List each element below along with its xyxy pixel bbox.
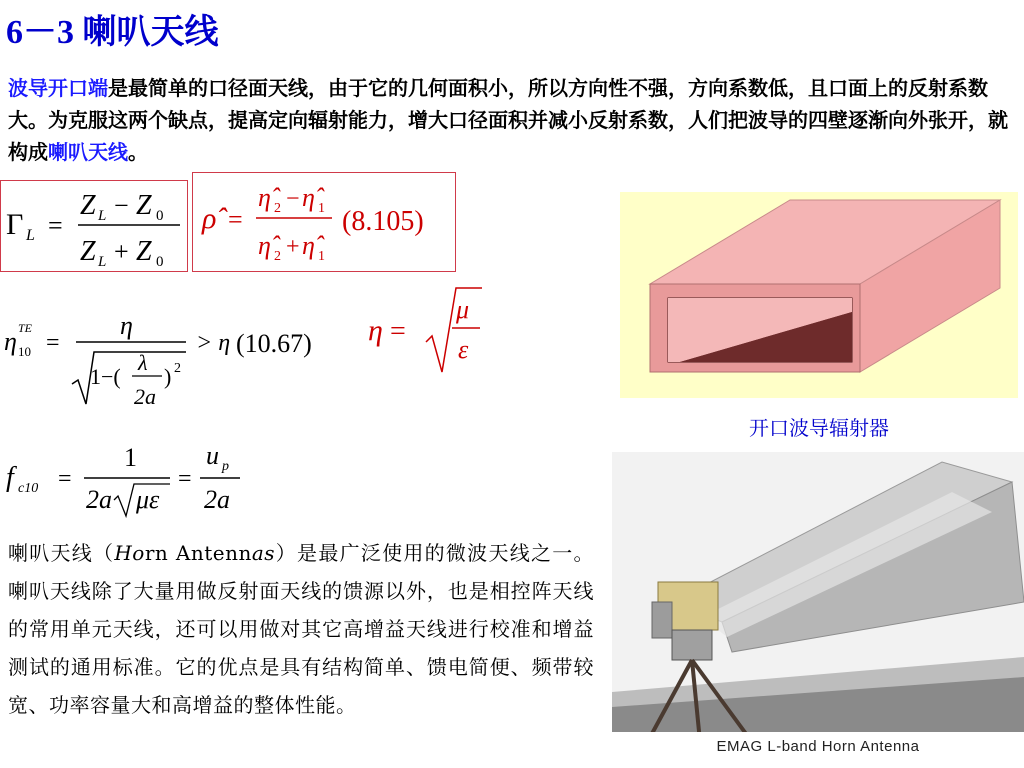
- equation-number-1067: (10.67): [236, 329, 312, 358]
- intro-tail: 。: [128, 140, 148, 164]
- horn-photo-caption: EMAG L-band Horn Antenna: [716, 738, 920, 755]
- svg-text:η: η: [4, 327, 17, 356]
- svg-text:0: 0: [156, 208, 164, 224]
- intro-highlight-horn: 喇叭天线: [48, 140, 128, 164]
- svg-text:10: 10: [18, 344, 31, 359]
- gamma-symbol: Γ: [6, 208, 24, 241]
- svg-text:u: u: [206, 441, 219, 470]
- cutoff-frequency-formula: [0, 436, 260, 526]
- svg-text:2: 2: [274, 249, 281, 264]
- svg-text:=: =: [178, 466, 192, 492]
- svg-text:η: η: [120, 311, 133, 340]
- svg-text:): ): [164, 364, 172, 389]
- waveguide-illustration: [620, 192, 1018, 398]
- svg-text:η: η: [368, 314, 383, 347]
- intro-paragraph: [8, 72, 1020, 168]
- svg-text:ρ̂: ρ̂: [202, 202, 217, 235]
- svg-text:μ: μ: [456, 295, 470, 324]
- reflection-coefficient-formula: [0, 180, 188, 272]
- svg-text:1: 1: [318, 201, 325, 216]
- horn-antenna-photo: [612, 452, 1024, 768]
- svg-text:ε: ε: [458, 335, 469, 364]
- svg-text:Z: Z: [136, 190, 152, 221]
- svg-text:1: 1: [124, 443, 137, 472]
- svg-text:L: L: [98, 208, 107, 224]
- intro-text: 是最简单的口径面天线，由于它的几何面积小，所以方向性不强，方向系数低，且口面上的反射系数大。为克服这两个缺点，提高定向辐射能力，增大口径面积并减小反射系数，人们把波导的四壁逐渐向外张开，就构成: [8, 76, 1008, 164]
- svg-text:c10: c10: [18, 481, 39, 496]
- svg-text:2a: 2a: [134, 384, 156, 409]
- svg-text:TE: TE: [18, 321, 33, 335]
- rho-formula: [192, 172, 456, 272]
- svg-text:1: 1: [318, 249, 325, 264]
- svg-text:με: με: [136, 485, 160, 514]
- svg-text:f: f: [6, 462, 14, 493]
- eta-te10-formula: [0, 300, 330, 416]
- svg-text:η̂: η̂: [302, 183, 315, 212]
- slide-title: 6－3 喇叭天线: [6, 14, 219, 51]
- eta-definition-formula: [360, 282, 490, 378]
- equation-number-8105: (8.105): [342, 206, 424, 237]
- svg-text:Z: Z: [80, 236, 96, 267]
- svg-text:2: 2: [274, 201, 281, 216]
- svg-text:2a: 2a: [86, 485, 112, 514]
- horn-antenna-illustration: [612, 452, 1024, 768]
- svg-text:+: +: [286, 234, 300, 260]
- svg-text:η̂: η̂: [258, 231, 271, 260]
- svg-text:+: +: [114, 237, 129, 266]
- svg-text:=: =: [228, 205, 243, 234]
- svg-text:0: 0: [156, 254, 164, 270]
- svg-text:1−(: 1−(: [90, 364, 121, 389]
- horn-description: 喇叭天线（Horn Antennas）是最广泛使用的微波天线之一。喇叭天线除了大量用做反射面天线的馈源以外，也是相控阵天线的常用单元天线，还可以用做对其它高增益天线进行校准和增益测试的通用标准。它的优点是具有结构简单、馈电简便、频带较宽、功率容量大和高增益的整体性能。: [8, 541, 595, 717]
- svg-text:Z: Z: [136, 236, 152, 267]
- open-waveguide-figure: [620, 192, 1018, 398]
- svg-text:L: L: [26, 227, 35, 244]
- svg-text:L: L: [98, 254, 107, 270]
- waveguide-caption: 开口波导辐射器: [749, 416, 889, 440]
- svg-text:p: p: [222, 459, 229, 474]
- svg-text:=: =: [390, 316, 406, 347]
- svg-text:> η: > η: [196, 330, 231, 356]
- svg-text:2a: 2a: [204, 485, 230, 514]
- intro-highlight-waveguide: 波导开口端: [8, 76, 108, 100]
- svg-text:η̂: η̂: [258, 183, 271, 212]
- svg-text:=: =: [48, 211, 63, 240]
- svg-text:2: 2: [174, 361, 181, 376]
- svg-text:Z: Z: [80, 190, 96, 221]
- svg-text:−: −: [114, 191, 129, 220]
- svg-text:λ: λ: [138, 350, 148, 375]
- svg-text:η̂: η̂: [302, 231, 315, 260]
- sqrt-sign-red: [426, 288, 482, 372]
- svg-text:=: =: [58, 466, 72, 492]
- svg-text:−: −: [286, 186, 300, 212]
- svg-text:=: =: [46, 330, 60, 356]
